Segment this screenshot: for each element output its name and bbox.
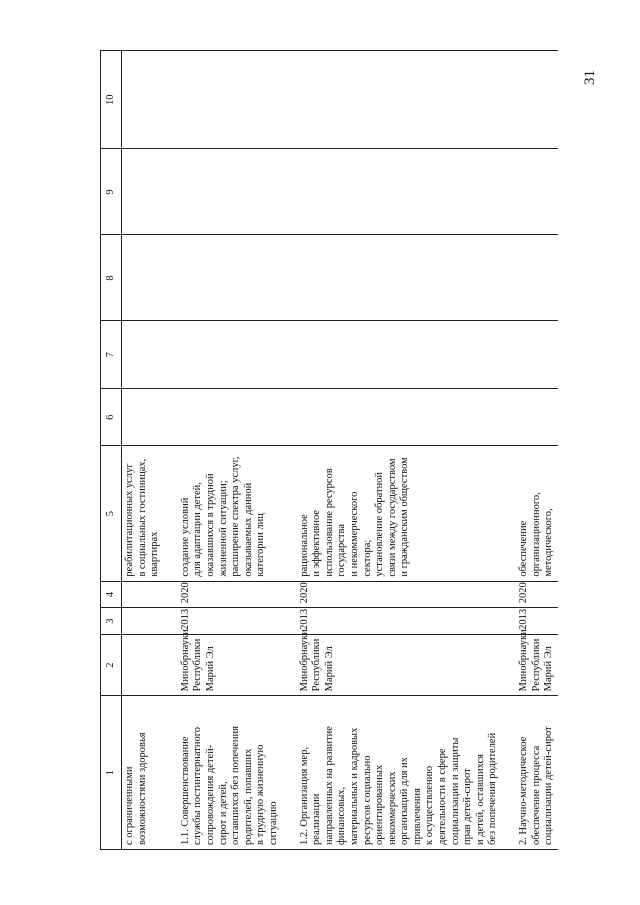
empty-cell <box>122 235 164 321</box>
table-row <box>122 51 164 850</box>
empty-cell <box>297 149 503 235</box>
end-year-cell: 2020 <box>297 581 503 608</box>
program-table <box>100 50 558 850</box>
end-year-cell: 2020 <box>516 581 558 608</box>
header-cell: 6 <box>101 389 122 446</box>
empty-cell <box>516 51 558 149</box>
empty-cell <box>516 321 558 389</box>
header-cell: 7 <box>101 321 122 389</box>
executor-cell: Минобрнауки Республики Марий Эл <box>178 634 283 695</box>
spacer-row <box>164 51 178 850</box>
empty-cell <box>297 235 503 321</box>
result-cell: рациональное и эффективное использование ресурсов государства и некоммерческого сектора; установление обратной связи между государством и гражданским обществом <box>297 446 503 581</box>
executor-cell: Минобрнауки Республики Марий Эл <box>297 634 503 695</box>
result-cell: реабилитационных услуг в социальных гостиницах, квартирах <box>122 446 164 581</box>
empty-cell <box>122 51 164 149</box>
spacer-row <box>283 51 297 850</box>
activity-cell: 1.1. Совершенствование службы постинтернатного сопровождения детей- сирот и детей, оставшихся без попечения родителей, попавших в трудную жизненную ситуацию <box>178 696 283 850</box>
result-cell: создание условий для адаптации детей, оказавшихся в трудной жизненной ситуации; расширение спектра услуг, оказываемых данной категории лиц <box>178 446 283 581</box>
empty-cell <box>178 321 283 389</box>
header-cell: 3 <box>101 608 122 635</box>
activity-cell: 2. Научно-методическое обеспечение процесса социализации детей-сирот <box>516 696 558 850</box>
executor-cell <box>122 634 164 695</box>
empty-cell <box>178 149 283 235</box>
header-cell: 10 <box>101 51 122 149</box>
activity-cell: 1.2. Организация мер, реализации направленных на развитие финансовых, материальных и кадровых ресурсов социально ориентированных некоммерческих организаций для их привлечения к осуществлению деятельности в сфере социализации и защиты прав детей-сирот и детей, оставшихся без попечения родителей <box>297 696 503 850</box>
start-year-cell: 2013 <box>178 608 283 635</box>
end-year-cell: 2020 <box>178 581 283 608</box>
empty-cell <box>122 389 164 446</box>
empty-cell <box>516 235 558 321</box>
result-cell: обеспечение организационного, методического, <box>516 446 558 581</box>
header-row <box>101 51 122 850</box>
empty-cell <box>178 389 283 446</box>
header-cell: 2 <box>101 634 122 695</box>
empty-cell <box>178 235 283 321</box>
header-cell: 1 <box>101 696 122 850</box>
activity-cell: с ограниченными возможностями здоровья <box>122 696 164 850</box>
spacer-row <box>502 51 516 850</box>
page-number: 31 <box>582 70 598 85</box>
empty-cell <box>297 389 503 446</box>
table-row <box>297 51 503 850</box>
start-year-cell: 2013 <box>297 608 503 635</box>
header-cell: 5 <box>101 446 122 581</box>
empty-cell <box>122 149 164 235</box>
header-cell: 8 <box>101 235 122 321</box>
start-year-cell: 2013 <box>516 608 558 635</box>
empty-cell <box>516 149 558 235</box>
table-row <box>516 51 558 850</box>
empty-cell <box>178 51 283 149</box>
table-row <box>178 51 283 850</box>
start-year-cell <box>122 608 164 635</box>
header-cell: 4 <box>101 581 122 608</box>
empty-cell <box>516 389 558 446</box>
empty-cell <box>122 321 164 389</box>
header-cell: 9 <box>101 149 122 235</box>
empty-cell <box>297 321 503 389</box>
executor-cell: Минобрнауки Республики Марий Эл <box>516 634 558 695</box>
empty-cell <box>297 51 503 149</box>
end-year-cell <box>122 581 164 608</box>
